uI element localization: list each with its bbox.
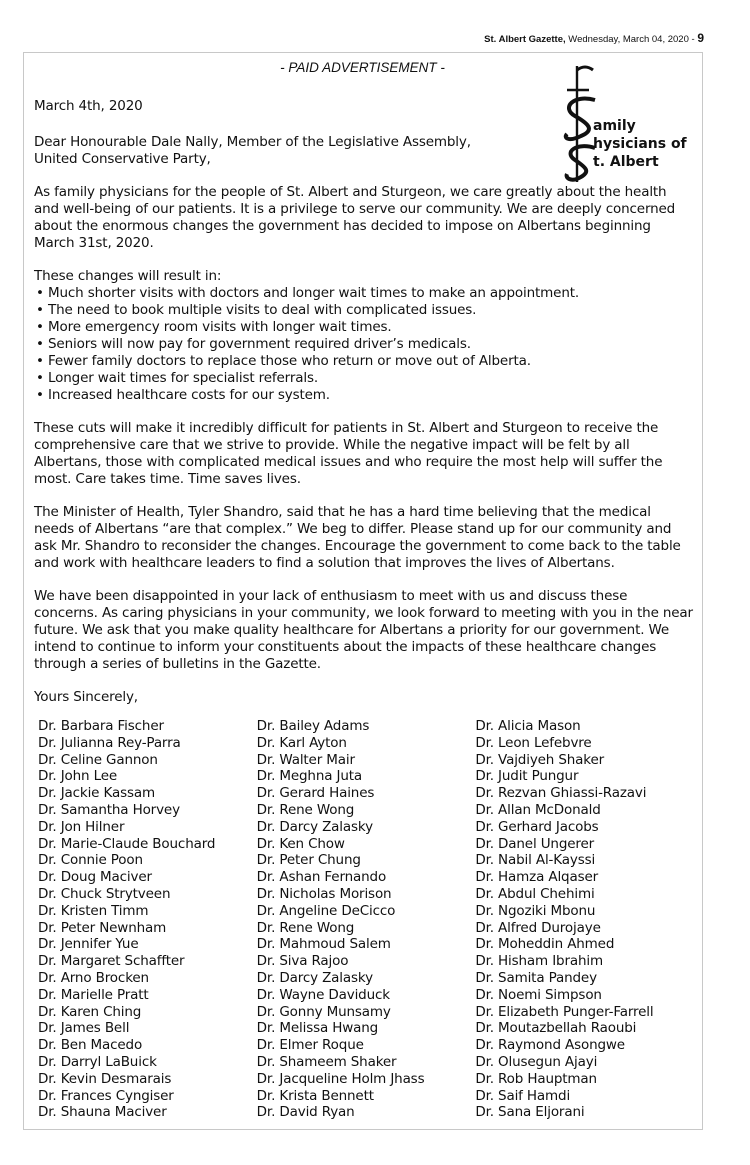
signatory: Dr. Sana Eljorani — [475, 1104, 585, 1121]
changes-intro: These changes will result in: — [34, 268, 222, 284]
signatory: Dr. Samita Pandey — [475, 969, 597, 986]
signatory: Dr. Ngoziki Mbonu — [475, 902, 596, 919]
signatory: Dr. Jon Hilner — [38, 818, 125, 835]
signatory: Dr. Alicia Mason — [475, 718, 581, 734]
signatory: Dr. Jacqueline Holm Jhass — [256, 1070, 425, 1087]
signatory: Dr. Moheddin Ahmed — [475, 936, 615, 953]
signatory: Dr. Gonny Munsamy — [256, 1003, 391, 1020]
signatory: Dr. Celine Gannon — [38, 751, 158, 768]
signatory: Dr. Peter Newnham — [38, 919, 167, 936]
signatory: Dr. Angeline DeCicco — [256, 902, 396, 919]
signatory: Dr. Judit Pungur — [475, 768, 579, 785]
logo-line-1: amily — [593, 118, 636, 134]
header-dateline: Wednesday, March 04, 2020 - — [565, 34, 698, 45]
signatory: Dr. Rob Hauptman — [475, 1070, 597, 1087]
salutation-line: United Conservative Party, — [34, 151, 211, 167]
signatory: Dr. Ashan Fernando — [256, 869, 387, 886]
signatory: Dr. Nicholas Morison — [256, 885, 392, 902]
signatory-column-2 — [257, 718, 476, 1121]
signatory: Dr. Melissa Hwang — [256, 1020, 379, 1037]
signatory: Dr. Darcy Zalasky — [256, 969, 373, 986]
list-item: • More emergency room visits with longer wait times. — [34, 319, 694, 336]
signatory: Dr. Barbara Fischer — [38, 718, 164, 734]
signatory: Dr. Hamza Alqaser — [475, 869, 599, 886]
paragraph-intro — [34, 184, 694, 252]
salutation-line: Dear Honourable Dale Nally, Member of the Legislative Assembly, — [34, 134, 471, 150]
signatory: Dr. Karl Ayton — [256, 734, 347, 751]
paragraph-impact: These cuts will make it incredibly difficult for patients in St. Albert and Sturgeon to receive the comprehensive care that we strive to provide. While the negative impact will be felt by all Albertans, those with complicated medical issues and who require the most help will suffer the most. Care takes time. Time saves lives. — [34, 420, 663, 487]
signatory: Dr. Alfred Durojaye — [475, 919, 601, 936]
page-header — [484, 31, 704, 45]
list-item: • Longer wait times for specialist referrals. — [34, 370, 694, 387]
signatory: Dr. Allan McDonald — [475, 801, 601, 818]
list-item: • Much shorter visits with doctors and longer wait times to make an appointment. — [34, 285, 694, 302]
signatory: Dr. Rezvan Ghiassi-Razavi — [475, 785, 647, 802]
signatory: Dr. Frances Cyngiser — [38, 1087, 174, 1104]
signatory: Dr. Karen Ching — [38, 1003, 142, 1020]
letter-closing: Yours Sincerely, — [34, 689, 138, 705]
signatory: Dr. Leon Lefebvre — [475, 734, 592, 751]
logo-line-3: t. Albert — [593, 154, 659, 170]
paragraph-intro-end: March 31st, 2020. — [34, 235, 154, 251]
signatory: Dr. Abdul Chehimi — [475, 885, 595, 902]
signatory: Dr. Olusegun Ajayi — [475, 1053, 598, 1070]
letter-date: March 4th, 2020 — [34, 98, 143, 114]
signatory: Dr. Nabil Al-Kayssi — [475, 852, 596, 869]
signatory: Dr. Saif Hamdi — [475, 1087, 571, 1104]
signatories — [34, 718, 694, 1121]
signatory: Dr. Shauna Maciver — [38, 1104, 167, 1121]
paragraph-intro-text: As family physicians for the people of St. Albert and Sturgeon, we care greatly about the health and well-being of our patients. It is a privilege to serve our community. We are deeply concerned about the enormous changes the government has decided to impose on Albertans beginning — [34, 184, 676, 234]
signatory: Dr. Rene Wong — [256, 919, 355, 936]
signatory: Dr. Connie Poon — [38, 852, 143, 869]
signatory: Dr. Gerard Haines — [256, 785, 375, 802]
signatory: Dr. Julianna Rey-Parra — [38, 734, 181, 751]
signatory-column-1 — [38, 718, 257, 1121]
paragraph-minister: The Minister of Health, Tyler Shandro, said that he has a hard time believing that the medical needs of Albertans “are that complex.” We beg to differ. Please stand up for our community and ask Mr. Shandro to reconsider the changes. Encourage the government to come back to the table and work with healthcare leaders to find a solution that improves the lives of Albertans. — [34, 504, 681, 571]
signatory: Dr. Kristen Timm — [38, 902, 149, 919]
signatory: Dr. Jackie Kassam — [38, 785, 155, 802]
signatory: Dr. Margaret Schaffter — [38, 953, 185, 970]
signatory: Dr. Rene Wong — [256, 801, 355, 818]
signatory: Dr. James Bell — [38, 1020, 130, 1037]
signatory: Dr. Samantha Horvey — [38, 801, 180, 818]
signatory: Dr. Elmer Roque — [256, 1037, 364, 1054]
signatory: Dr. Wayne Daviduck — [256, 986, 390, 1003]
page-number: 9 — [697, 31, 704, 45]
signatory: Dr. Bailey Adams — [256, 718, 370, 734]
signatory: Dr. Marielle Pratt — [38, 986, 149, 1003]
signatory: Dr. Arno Brocken — [38, 969, 149, 986]
signatory: Dr. David Ryan — [256, 1104, 355, 1121]
signatory: Dr. Elizabeth Punger-Farrell — [475, 1003, 654, 1020]
signatory: Dr. Darcy Zalasky — [256, 818, 373, 835]
paragraph-disappointment: We have been disappointed in your lack of enthusiasm to meet with us and discuss these concerns. As caring physicians in your community, we look forward to meeting with you in the near future. We ask that you make quality healthcare for Albertans a priority for our government. We intend to continue to inform your constituents about the impacts of these healthcare changes through a series of bulletins in the Gazette. — [34, 588, 693, 672]
list-item: • The need to book multiple visits to deal with complicated issues. — [34, 302, 694, 319]
logo-f-arm — [577, 67, 593, 70]
signatory: Dr. Doug Maciver — [38, 869, 152, 886]
signatory: Dr. Mahmoud Salem — [256, 936, 391, 953]
publication-name: St. Albert Gazette, — [484, 34, 566, 45]
list-item: • Seniors will now pay for government required driver’s medicals. — [34, 336, 694, 353]
signatory: Dr. Moutazbellah Raoubi — [475, 1020, 637, 1037]
signatory: Dr. Ben Macedo — [38, 1037, 143, 1054]
list-item: • Fewer family doctors to replace those who return or move out of Alberta. — [34, 353, 694, 370]
signatory: Dr. Krista Bennett — [256, 1087, 374, 1104]
signatory: Dr. Marie-Claude Bouchard — [38, 835, 216, 852]
signatory: Dr. Raymond Asongwe — [475, 1037, 625, 1054]
signatory: Dr. Darryl LaBuick — [38, 1053, 157, 1070]
signatory: Dr. John Lee — [38, 768, 118, 785]
signatory: Dr. Shameem Shaker — [256, 1053, 397, 1070]
signatory: Dr. Jennifer Yue — [38, 936, 139, 953]
signatory: Dr. Noemi Simpson — [475, 986, 602, 1003]
salutation — [34, 134, 694, 168]
signatory: Dr. Vajdiyeh Shaker — [475, 751, 605, 768]
paid-advertisement-label: - PAID ADVERTISEMENT - — [280, 60, 445, 75]
list-item: • Increased healthcare costs for our system. — [34, 387, 694, 404]
letter-body — [34, 98, 694, 1121]
signatory: Dr. Gerhard Jacobs — [475, 818, 599, 835]
signatory: Dr. Siva Rajoo — [256, 953, 349, 970]
signatory-column-3 — [475, 718, 694, 1121]
signatory: Dr. Danel Ungerer — [475, 835, 595, 852]
changes-list — [34, 285, 694, 404]
signatory: Dr. Meghna Juta — [256, 768, 363, 785]
logo-line-2: hysicians of — [593, 136, 687, 152]
signatory: Dr. Hisham Ibrahim — [475, 953, 603, 970]
signatory: Dr. Peter Chung — [256, 852, 361, 869]
signatory: Dr. Kevin Desmarais — [38, 1070, 172, 1087]
signatory: Dr. Ken Chow — [256, 835, 345, 852]
signatory: Dr. Chuck Strytveen — [38, 885, 171, 902]
signatory: Dr. Walter Mair — [256, 751, 355, 768]
